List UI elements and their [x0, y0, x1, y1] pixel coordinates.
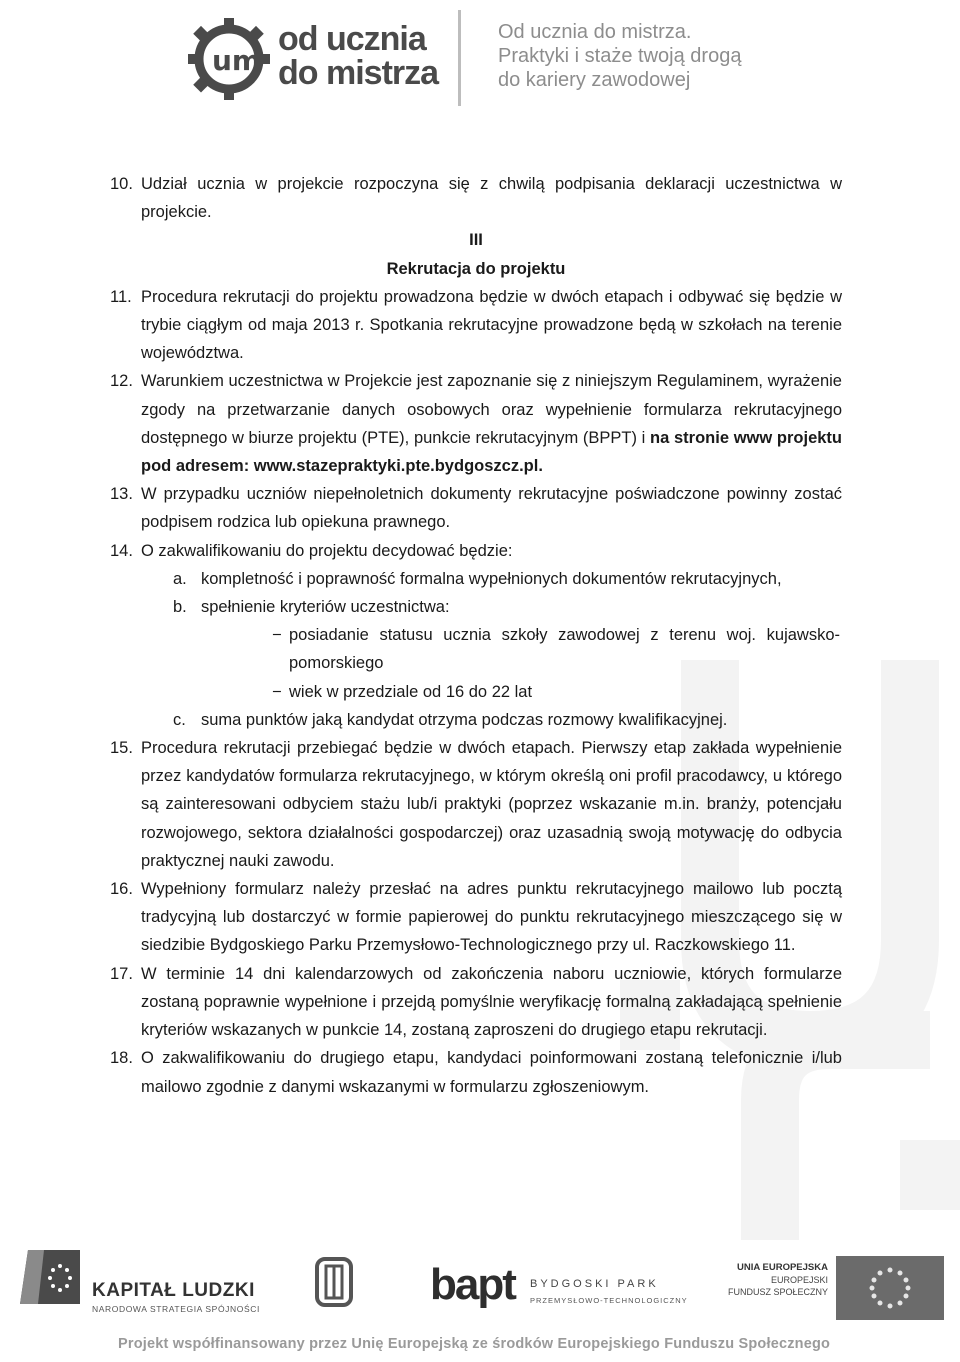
bppt-logo-word: bapt [430, 1260, 515, 1309]
paragraph-14c: c. suma punktów jaką kandydat otrzyma podczas rozmowy kwalifikacyjnej. [173, 710, 728, 729]
cofinancing-statement: Projekt współfinansowany przez Unię Europejską ze środków Europejskiego Funduszu Społecznego [118, 1336, 831, 1352]
criterion-age: − wiek w przedziale od 16 do 22 lat [272, 682, 533, 701]
project-logo-wordmark: od ucznia do mistrza [278, 20, 439, 92]
svg-text:um: um [212, 44, 262, 77]
bppt-park-name: BYDGOSKI PARK [530, 1278, 659, 1290]
paragraph-16: 16. Wypełniony formularz należy przesłać na adres punktu rekrutacyjnego mailowo lub pocztą tradycyjną lub dostarczyć w formie papierowej do punktu rekrutacyjnego mieszczącego się w siedzibie Bydgoskiego Parku Przemysłowo-Technologicznego przy ul. Raczkowskiego 11. [110, 880, 842, 955]
paragraph-12: 12. Warunkiem uczestnictwa w Projekcie jest zapoznanie się z niniejszym Regulaminem, wyrażenie zgody na przetwarzanie danych osobowych oraz wypełnienie formularza rekrutacyjnego dostępnego w biurze projektu (PTE), punkcie rekrutacyjnym (BPPT) i na stronie www projektu pod adresem: www.stazepraktyki.pte.bydgoszcz.pl. [110, 372, 842, 476]
kapital-ludzki-flag-icon [20, 1250, 80, 1304]
paragraph-13: 13. W przypadku uczniów niepełnoletnich dokumenty rekrutacyjne poświadczone powinny zostać podpisem rodzica lub opiekuna prawnego. [110, 485, 842, 532]
gear-logo-icon [186, 16, 272, 102]
paragraph-10: 10. Udział ucznia w projekcie rozpoczyna się z chwilą podpisania deklaracji uczestnictwa w projekcie. [110, 175, 842, 222]
regulation-content [110, 170, 842, 1101]
footer-logos [0, 1242, 960, 1326]
eu-label: UNIA EUROPEJSKA EUROPEJSKI FUNDUSZ SPOŁECZNY [727, 1262, 828, 1297]
section-title: Rekrutacja do projektu [386, 259, 566, 278]
kapital-ludzki-subtitle: NARODOWA STRATEGIA SPÓJNOŚCI [92, 1304, 260, 1314]
paragraph-14: 14. O zakwalifikowaniu do projektu decydować będzie: [110, 541, 513, 560]
project-website-text: na stronie www projektu pod adresem: www.stazepraktyki.pte.bydgoszcz.pl. [141, 428, 842, 476]
paragraph-11: 11. Procedura rekrutacji do projektu prowadzona będzie w dwóch etapach i odbywać się będzie w trybie ciągłym od maja 2013 r. Spotkania rekrutacyjne prowadzone będą w szkołach na terenie województwa. [110, 287, 842, 363]
page-header [0, 0, 960, 120]
pte-logo-icon [314, 1256, 354, 1308]
section-number: III [469, 231, 483, 250]
header-tagline: Od ucznia do mistrza. Praktyki i staże twoją drogą do kariery zawodowej [498, 21, 742, 91]
criterion-status: − posiadanie statusu ucznia szkoły zawodowej z terenu woj. kujawsko-pomorskiego [272, 626, 840, 673]
paragraph-14b: b. spełnienie kryteriów uczestnictwa: [173, 598, 450, 617]
paragraph-17: 17. W terminie 14 dni kalendarzowych od zakończenia naboru uczniowie, których formularze zostaną poprawnie wypełnione i przejdą pomyślnie weryfikację formalną zakładającą spełnienie kryteriów wskazanych w punkcie 14, zostaną zaproszeni do drugiego etapu rekrutacji. [110, 964, 842, 1040]
paragraph-15: 15. Procedura rekrutacji przebiegać będzie w dwóch etapach. Pierwszy etap zakłada wypełnienie przez kandydatów formularza rekrutacyjnego, w którym określą oni profil pracodawcy, u którego są zainteresowani odbyciem stażu lub/i praktyki (poprzez wskazanie m.in. branży, potencjału rozwojowego, sektora działalności gospodarczej) oraz uzasadnią swoją motywację do odbycia praktycznej nauki zawodu. [110, 739, 842, 870]
paragraph-18: 18. O zakwalifikowaniu do drugiego etapu, kandydaci poinformowani zostaną telefonicznie i/lub mailowo zgodnie z danymi wskazanymi w formularzu zgłoszeniowym. [110, 1049, 842, 1096]
kapital-ludzki-title: KAPITAŁ LUDZKI [92, 1280, 255, 1301]
eu-flag-icon [836, 1256, 944, 1320]
header-divider [458, 10, 461, 106]
bppt-subtitle: PRZEMYSŁOWO-TECHNOLOGICZNY [530, 1296, 688, 1305]
paragraph-14a: a. kompletność i poprawność formalna wypełnionych dokumentów rekrutacyjnych, [173, 569, 782, 588]
